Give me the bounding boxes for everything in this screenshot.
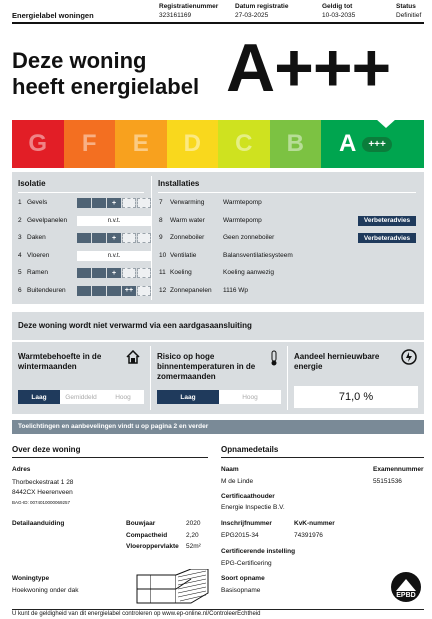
quality-cell-filled	[77, 233, 91, 243]
toelichting-text: Toelichtingen en aanbevelingen vindt u op pagina 2 en verder	[18, 423, 209, 430]
document-title: Energielabel woningen	[12, 11, 94, 20]
installatie-row-value: Balansventilatiesysteem	[223, 251, 293, 259]
compactheid-label: Compactheid	[126, 532, 168, 539]
renewable-icon	[400, 348, 418, 366]
quality-cell-empty	[122, 233, 136, 243]
installatie-row-number: 12	[159, 286, 167, 294]
gas-note: Deze woning wordt niet verwarmd via een aardgasaansluiting	[18, 321, 252, 330]
scale-a-active	[321, 120, 424, 168]
thermometer-icon	[268, 350, 280, 366]
inschrijfnummer-value: EPG2015-34	[221, 532, 259, 539]
naam-label: Naam	[221, 466, 239, 473]
isolatie-nvt-value: n.v.t.	[77, 251, 151, 261]
installatie-row-label: Zonnepanelen	[170, 286, 212, 294]
epbd-logo-icon	[390, 571, 422, 603]
installatie-row-value: 1116 Wp	[223, 286, 249, 294]
status-label: Status	[396, 3, 416, 10]
status-value: Definitief	[396, 12, 422, 19]
hernieuwbaar-value: 71,0 %	[294, 386, 418, 408]
over-divider	[12, 457, 208, 458]
isolatie-row-label: Gevels	[27, 199, 48, 206]
registratienummer-value: 323161169	[159, 12, 192, 19]
scale-f: F	[64, 120, 116, 168]
examen-label: Examennummer	[373, 466, 424, 473]
installatie-row-number: 10	[159, 251, 167, 259]
certificaathouder-value: Energie Inspectie B.V.	[221, 504, 285, 511]
quality-cell-filled	[92, 268, 106, 278]
isolatie-row-number: 5	[18, 269, 22, 276]
isolatie-row-number: 1	[18, 199, 22, 206]
installatie-row-label: Zonneboiler	[170, 234, 205, 241]
scale-g: G	[12, 120, 64, 168]
quality-cell-empty	[137, 198, 151, 208]
quality-cell-filled: ++	[122, 286, 136, 296]
footer-divider	[12, 609, 424, 610]
woningtype-value: Hoekwoning onder dak	[12, 587, 79, 594]
bag-id: BAG-ID: 0074010000069257	[12, 500, 71, 505]
quality-cell-filled: +	[107, 198, 121, 208]
isolatie-row-label: Gevelpanelen	[27, 216, 68, 224]
kvk-value: 74391976	[294, 532, 323, 539]
naam-value: M de Linde	[221, 478, 254, 485]
examen-value: 55151536	[373, 478, 402, 485]
isolatie-row-label: Daken	[27, 234, 46, 241]
quality-cell-filled	[92, 233, 106, 243]
warmte-option-gemiddeld: Gemiddeld	[60, 390, 102, 404]
instelling-label: Certificerende instelling	[221, 548, 296, 555]
datum-value: 27-03-2025	[235, 12, 269, 19]
installatie-row-label: Warm water	[170, 216, 205, 224]
opname-divider	[221, 457, 424, 458]
indicator-divider-2	[287, 346, 288, 410]
quality-cell-empty	[137, 268, 151, 278]
installaties-divider	[158, 192, 416, 193]
opname-title: Opnamedetails	[221, 445, 279, 454]
warmte-option-hoog: Hoog	[102, 390, 144, 404]
isolatie-quality-bar	[77, 268, 152, 278]
bouwjaar-label: Bouwjaar	[126, 520, 156, 527]
kvk-label: KvK-nummer	[294, 520, 335, 527]
registratienummer-label: Registratienummer	[159, 3, 219, 10]
installatie-row-number: 8	[159, 216, 163, 224]
geldig-value: 10-03-2035	[322, 12, 356, 19]
scale-a-letter: A	[339, 130, 357, 157]
quality-cell-filled	[92, 198, 106, 208]
vloeroppervlakte-label: Vloeroppervlakte	[126, 543, 179, 550]
adres-label: Adres	[12, 466, 31, 473]
datum-label: Datum registratie	[235, 3, 289, 10]
isolatie-row-number: 2	[18, 216, 22, 224]
installatie-row-number: 9	[159, 234, 163, 241]
isolatie-quality-bar	[77, 233, 152, 243]
warmte-option-laag: Laag	[18, 390, 60, 404]
installatie-row-value: Warmtepomp	[223, 216, 262, 224]
installatie-row-label: Koeling	[170, 269, 192, 276]
detailaanduiding-label: Detailaanduiding	[12, 520, 65, 527]
isolatie-nvt-value: n.v.t.	[77, 216, 151, 226]
quality-cell-filled	[77, 198, 91, 208]
hero-line-1: Deze woning	[12, 48, 147, 73]
installatie-row-number: 7	[159, 199, 163, 206]
instelling-value: EPG-Certificering	[221, 560, 272, 567]
geldig-label: Geldig tot	[322, 3, 353, 10]
warmte-title: Warmtebehoefte in de wintermaanden	[18, 352, 102, 371]
scale-d: D	[167, 120, 219, 168]
over-title: Over deze woning	[12, 445, 81, 454]
isolatie-row-number: 3	[18, 234, 22, 241]
installaties-title: Installaties	[158, 179, 200, 188]
adres-line-1: Thorbeckestraat 1 28	[12, 479, 74, 486]
quality-cell-filled	[92, 286, 106, 296]
installatie-row-value: Warmtepomp	[223, 199, 262, 206]
installatie-row-value: Koeling aanwezig	[223, 269, 274, 276]
hero-line-2: heeft energielabel	[12, 74, 200, 99]
footer-text: U kunt de geldigheid van dit energielabel controleren op www.ep-online.nl/ControleerEchtheid	[12, 611, 261, 617]
quality-cell-empty	[137, 286, 151, 296]
vloeroppervlakte-value: 52m²	[186, 543, 201, 550]
epbd-logo-text: EPBD	[396, 592, 416, 599]
scale-e: E	[115, 120, 167, 168]
quality-cell-empty	[122, 268, 136, 278]
quality-cell-filled: +	[107, 233, 121, 243]
isolatie-quality-bar	[77, 286, 152, 296]
isolatie-row-label: Buitendeuren	[27, 286, 66, 294]
hero-energy-label: A+++	[226, 30, 391, 106]
installatie-row-value: Geen zonneboiler	[223, 234, 275, 241]
risico-title: Risico op hoge binnentemperaturen in de zomermaanden	[157, 352, 256, 381]
scale-c: C	[218, 120, 270, 168]
inschrijfnummer-label: Inschrijfnummer	[221, 520, 272, 527]
quality-cell-filled	[107, 286, 121, 296]
soort-label: Soort opname	[221, 575, 265, 582]
isolatie-divider	[18, 192, 144, 193]
house-type-diagram-icon	[136, 569, 210, 605]
verbeteradvies-button[interactable]: Verbeteradvies	[358, 233, 416, 243]
compactheid-value: 2,20	[186, 532, 199, 539]
warmte-scale	[18, 390, 144, 404]
isolatie-row-number: 6	[18, 286, 22, 294]
risico-option-hoog: Hoog	[219, 390, 281, 404]
installatie-row-label: Ventilatie	[170, 251, 197, 259]
isolatie-row-label: Vloeren	[27, 251, 50, 259]
isolatie-row-label: Ramen	[27, 269, 48, 276]
isolatie-row-number: 4	[18, 251, 22, 259]
scale-a-plus-badge: +++	[362, 137, 392, 152]
isolatie-quality-bar	[77, 198, 152, 208]
installatie-row-label: Verwarming	[170, 199, 205, 206]
quality-cell-empty	[137, 233, 151, 243]
adres-line-2: 8442CX Heerenveen	[12, 489, 73, 496]
risico-option-laag: Laag	[157, 390, 219, 404]
scale-b: B	[270, 120, 322, 168]
quality-cell-filled	[77, 286, 91, 296]
house-icon	[126, 350, 140, 364]
quality-cell-filled	[77, 268, 91, 278]
soort-value: Basisopname	[221, 587, 261, 594]
woningtype-label: Woningtype	[12, 575, 50, 582]
scale-pointer-icon	[376, 119, 396, 129]
certificaathouder-label: Certificaathouder	[221, 493, 275, 500]
header-divider	[12, 22, 424, 24]
bouwjaar-value: 2020	[186, 520, 201, 527]
verbeteradvies-button[interactable]: Verbeteradvies	[358, 216, 416, 226]
indicator-divider-1	[150, 346, 151, 410]
quality-cell-filled: +	[107, 268, 121, 278]
isolatie-title: Isolatie	[18, 179, 46, 188]
energy-scale	[12, 120, 424, 168]
hernieuwbaar-title: Aandeel hernieuwbare energie	[294, 352, 380, 371]
installatie-row-number: 11	[159, 269, 166, 276]
quality-cell-empty	[122, 198, 136, 208]
risico-scale	[157, 390, 281, 404]
